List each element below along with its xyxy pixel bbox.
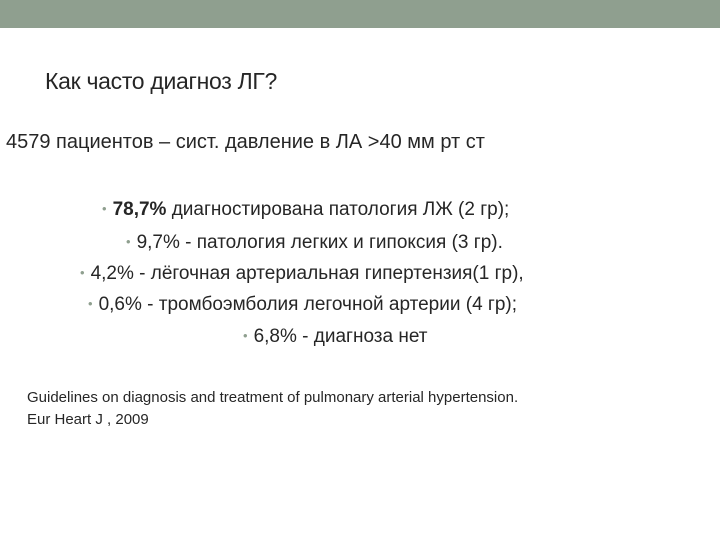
bullet-text: 9,7% - патология легких и гипоксия (3 гр). [136,232,503,253]
bullet-text: 4,2% - лёгочная артериальная гипертензия(1 гр), [90,263,524,284]
bullet-item-2 [126,229,503,255]
reference [27,387,518,431]
reference-line-2: Eur Heart J , 2009 [27,411,149,428]
bullet-icon: • [102,201,107,216]
bullet-text: 0,6% - тромбоэмболия легочной артерии (4 гр); [98,294,518,315]
bullet-item-1 [102,196,509,222]
bullet-text: 6,8% - диагноза нет [253,326,428,347]
bullet-item-3 [80,260,524,286]
bullet-bold-value: 78,7% [112,199,167,220]
slide-subtitle: 4579 пациентов – сист. давление в ЛА >40 мм рт ст [6,131,485,153]
bullet-text: диагностирована патология ЛЖ (2 гр); [166,199,510,220]
bullet-item-5 [243,323,428,349]
top-bar [0,0,720,28]
reference-line-1: Guidelines on diagnosis and treatment of pulmonary arterial hypertension. [27,389,519,406]
bullet-icon: • [88,296,93,311]
slide-title: Как часто диагноз ЛГ? [45,68,278,94]
bullet-item-4 [88,291,517,317]
bullet-icon: • [80,265,85,280]
bullet-icon: • [126,234,131,249]
bullet-icon: • [243,328,248,343]
